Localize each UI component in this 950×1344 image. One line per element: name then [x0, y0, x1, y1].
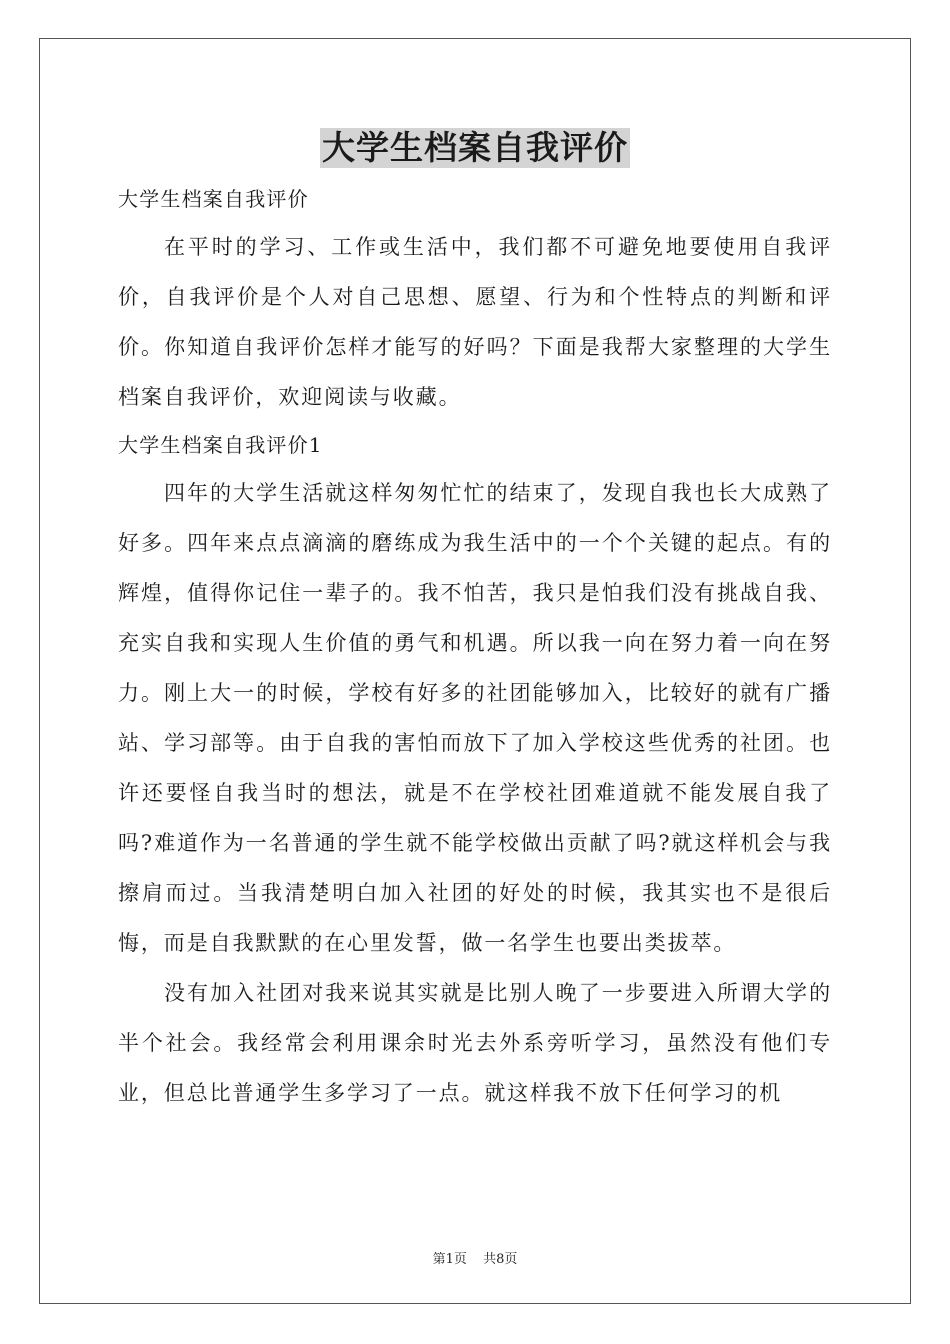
- page-number: 第1页: [432, 1252, 467, 1267]
- body-paragraph-1: 四年的大学生活就这样匆匆忙忙的结束了，发现自我也长大成熟了好多。四年来点点滴滴的磨练成为我生活中的一个个关键的起点。有的辉煌，值得你记住一辈子的。我不怕苦，我只是怕我们没有挑战自我、充实自我和实现人生价值的勇气和机遇。所以我一向在努力着一向在努力。刚上大一的时候，学校有好多的社团能够加入，比较好的就有广播站、学习部等。由于自我的害怕而放下了加入学校这些优秀的社团。也许还要怪自我当时的想法，就是不在学校社团难道就不能发展自我了吗?难道作为一名普通的学生就不能学校做出贡献了吗?就这样机会与我擦肩而过。当我清楚明白加入社团的好处的时候，我其实也不是很后悔，而是自我默默的在心里发誓，做一名学生也要出类拔萃。: [118, 481, 832, 955]
- section-heading: 大学生档案自我评价1: [118, 433, 323, 457]
- document-subtitle: 大学生档案自我评价: [118, 187, 309, 211]
- page-total: 共8页: [483, 1252, 518, 1267]
- body-paragraph-2: 没有加入社团对我来说其实就是比别人晚了一步要进入所谓大学的半个社会。我经常会利用课余时光去外系旁听学习，虽然没有他们专业，但总比普通学生多学习了一点。就这样我不放下任何学习的机: [118, 981, 832, 1105]
- intro-paragraph: 在平时的学习、工作或生活中，我们都不可避免地要使用自我评价，自我评价是个人对自己思想、愿望、行为和个性特点的判断和评价。你知道自我评价怎样才能写的好吗？下面是我帮大家整理的大学生档案自我评价，欢迎阅读与收藏。: [118, 235, 832, 409]
- document-body: [118, 176, 832, 1118]
- document-title: 大学生档案自我评价: [322, 128, 628, 167]
- page-footer: [0, 1248, 950, 1267]
- title-container: [0, 128, 950, 168]
